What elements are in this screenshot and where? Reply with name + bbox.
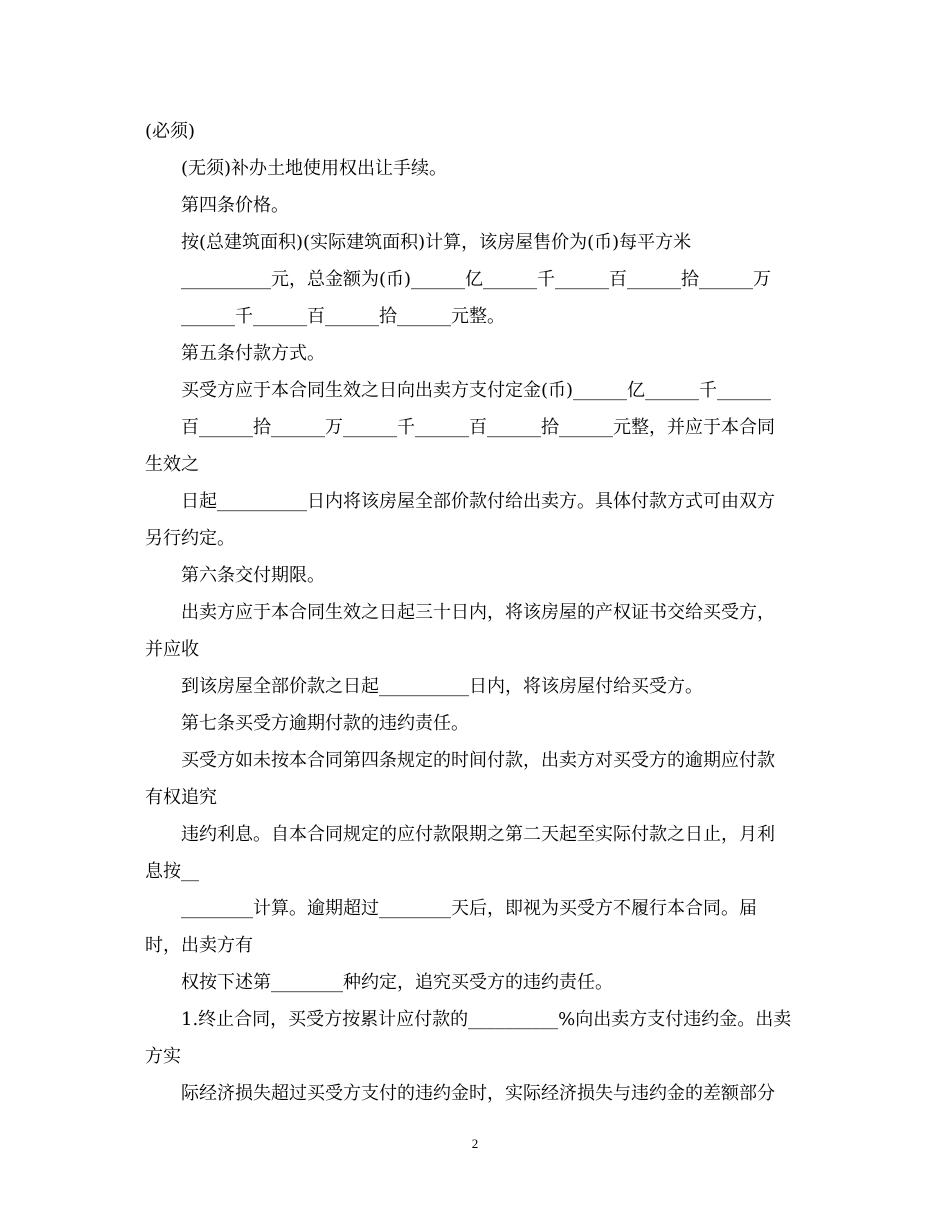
text-line: (无须)补办土地使用权出让手续。 bbox=[181, 158, 448, 179]
text-line: 日起__________日内将该房屋全部价款付给出卖方。具体付款方式可由双方 bbox=[181, 491, 775, 512]
text-line: 买受方应于本合同生效之日向出卖方支付定金(币)______亿______千______ bbox=[181, 380, 772, 401]
section-heading: 第六条交付期限。 bbox=[181, 565, 325, 586]
text-line: 买受方如未按本合同第四条规定的时间付款，出卖方对买受方的逾期应付款 bbox=[181, 750, 775, 771]
text-line: 另行约定。 bbox=[145, 528, 235, 549]
text-line: 出卖方应于本合同生效之日起三十日内，将该房屋的产权证书交给买受方， bbox=[181, 602, 775, 623]
text-line: 方实 bbox=[145, 1046, 181, 1067]
text-line: 按(总建筑面积)(实际建筑面积)计算，该房屋售价为(币)每平方米 bbox=[181, 232, 692, 253]
text-line: 际经济损失超过买受方支付的违约金时，实际经济损失与违约金的差额部分 bbox=[181, 1083, 775, 1104]
text-line: 到该房屋全部价款之日起__________日内，将该房屋付给买受方。 bbox=[181, 676, 703, 697]
text-line: ______千______百______拾______元整。 bbox=[181, 306, 505, 327]
text-line: 1.终止合同，买受方按累计应付款的__________%向出卖方支付违约金。出卖 bbox=[181, 1009, 792, 1030]
text-line: 时，出卖方有 bbox=[145, 935, 253, 956]
section-heading: 第五条付款方式。 bbox=[181, 343, 325, 364]
text-line: 有权追究 bbox=[145, 787, 217, 808]
text-line: 并应收 bbox=[145, 639, 199, 660]
page-number: 2 bbox=[471, 1136, 479, 1151]
section-heading: 第四条价格。 bbox=[181, 195, 289, 216]
text-line: __________元，总金额为(币)______亿______千______百______拾______万 bbox=[181, 269, 772, 290]
text-line: 违约利息。自本合同规定的应付款限期之第二天起至实际付款之日止，月利 bbox=[181, 824, 775, 845]
text-line: 百______拾______万______千______百______拾______元整，并应于本合同 bbox=[181, 417, 775, 438]
text-line: ________计算。逾期超过________天后，即视为买受方不履行本合同。届 bbox=[181, 898, 757, 919]
section-heading: 第七条买受方逾期付款的违约责任。 bbox=[181, 713, 469, 734]
text-line: (必须) bbox=[145, 121, 196, 142]
text-line: 息按__ bbox=[145, 861, 199, 882]
text-line: 权按下述第________种约定，追究买受方的违约责任。 bbox=[181, 972, 613, 993]
text-line: 生效之 bbox=[145, 454, 199, 475]
